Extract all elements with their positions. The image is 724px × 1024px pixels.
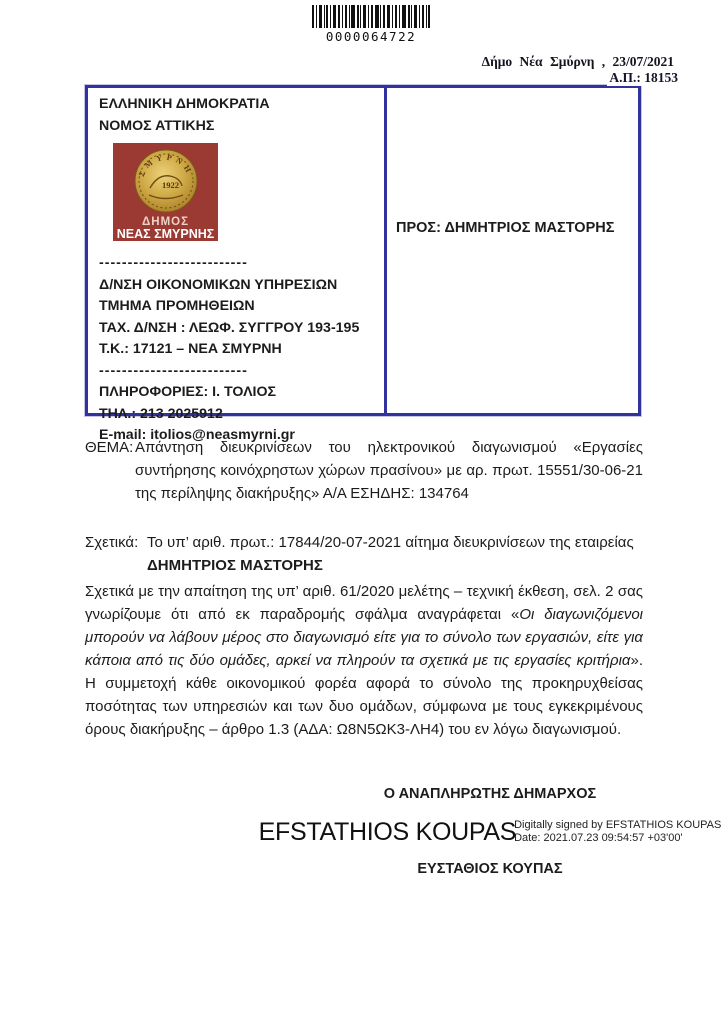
digital-signature-details bbox=[514, 819, 721, 846]
sender-box bbox=[88, 88, 387, 443]
header-boxes bbox=[85, 85, 641, 443]
barcode-icon bbox=[312, 5, 430, 28]
barcode-number: 0000064722 bbox=[325, 29, 417, 44]
subject-text: Απάντηση διευκρινίσεων του ηλεκτρονικού διαγωνισμού «Εργασίες συντήρησης κοινόχρηστων χώρων πρασίνου» με αρ. πρωτ. 15551/30-06-21 της περίληψης διακήρυξης» Α/Α ΕΣΗΔΗΣ: 134764 bbox=[135, 439, 643, 502]
divider-dashes: -------------------------- bbox=[99, 362, 248, 379]
dept-line: ΤΑΧ. Δ/ΝΣΗ : ΛΕΩΦ. ΣΥΓΓΡΟΥ 193-195 bbox=[99, 319, 360, 336]
seal-arc-text: ΣΜΥΡΝΗ bbox=[136, 152, 195, 178]
divider-dashes: -------------------------- bbox=[99, 255, 248, 271]
digital-signature-name: EFSTATHIOS KOUPAS bbox=[258, 817, 517, 846]
main-paragraph-suffix: ». Η συμμετοχή κάθε οικονομικού φορέα αφορά το σύνολο της προκηρυχθείσας ποσότητας των υπηρεσιών και των δυο ομάδων, σύμφωνα με τους εγκεκριμένους όρους διακήρυξης – άρθρο 1.3 (ΑΔΑ: Ω8Ν5ΩΚ3-ΛΗ4) του εν λόγω διαγωνισμού. bbox=[85, 652, 643, 738]
main-paragraph bbox=[85, 580, 643, 741]
barcode bbox=[310, 5, 432, 44]
svg-text:ΔΗΜΟΣ: ΔΗΜΟΣ bbox=[142, 216, 189, 228]
digital-signature-line2: Date: 2021.07.23 09:54:57 +03'00' bbox=[514, 832, 683, 844]
dept-line: Δ/ΝΣΗ ΟΙΚΟΝΟΜΙΚΩΝ ΥΠΗΡΕΣΙΩΝ bbox=[99, 276, 338, 293]
svg-text:ΝΕΑΣ ΣΜΥΡΝΗΣ: ΝΕΑΣ ΣΜΥΡΝΗΣ bbox=[116, 227, 215, 241]
reference-company: ΔΗΜΗΤΡΙΟΣ ΜΑΣΤΟΡΗΣ bbox=[147, 557, 323, 574]
svg-text:1922: 1922 bbox=[162, 180, 179, 190]
contact-line: ΠΛΗΡΟΦΟΡΙΕΣ: Ι. ΤΟΛΙΟΣ bbox=[99, 384, 277, 400]
subject-paragraph bbox=[85, 436, 643, 505]
protocol-number: Α.Π.: 18153 bbox=[609, 70, 678, 85]
signature-block bbox=[258, 786, 722, 877]
document-date: Δήμο Νέα Σμύρνη , 23/07/2021 bbox=[481, 54, 674, 69]
signer-title: Ο ΑΝΑΠΛΗΡΩΤΗΣ ΔΗΜΑΡΧΟΣ bbox=[383, 786, 597, 802]
municipality-logo bbox=[113, 143, 218, 241]
recipient-line: ΠΡΟΣ: ΔΗΜΗΤΡΙΟΣ ΜΑΣΤΟΡΗΣ bbox=[396, 220, 615, 236]
reference-text: Το υπ’ αριθ. πρωτ.: 17844/20-07-2021 αίτημα διευκρινίσεων της εταιρείας bbox=[147, 534, 634, 551]
republic-line: ΕΛΛΗΝΙΚΗ ΔΗΜΟΚΡΑΤΙΑ bbox=[99, 96, 270, 112]
dept-line: ΤΜΗΜΑ ΠΡΟΜΗΘΕΙΩΝ bbox=[99, 298, 255, 314]
digital-signature-line1: Digitally signed by EFSTATHIOS KOUPAS bbox=[514, 818, 722, 831]
recipient-box bbox=[387, 88, 638, 413]
reference-label: Σχετικά: bbox=[85, 534, 139, 551]
subject-label: ΘΕΜΑ: bbox=[85, 439, 134, 456]
main-paragraph-prefix: Σχετικά με την απαίτηση της υπ’ αριθ. 61/2020 μελέτης – τεχνική έκθεση, σελ. 2 σας γνωρίζουμε ότι από εκ παραδρομής σφάλμα αναγράφεται « bbox=[85, 583, 643, 623]
reference-paragraph bbox=[85, 531, 643, 577]
signer-name-greek: ΕΥΣΤΑΘΙΟΣ ΚΟΥΠΑΣ bbox=[417, 861, 563, 877]
main-paragraph-quote: Οι διαγωνιζόμενοι μπορούν να λάβουν μέρος στο διαγωνισμό είτε για το σύνολο των εργασιών, είτε για κάποια από τις δύο ομάδες, αρκεί να πληρούν τα σχετικά με τις εργασίες κριτήρια bbox=[85, 606, 643, 669]
dept-line: Τ.Κ.: 17121 – ΝΕΑ ΣΜΥΡΝΗ bbox=[99, 341, 282, 357]
contact-email: E-mail: itolios@neasmyrni.gr bbox=[99, 427, 295, 443]
prefecture-line: ΝΟΜΟΣ ΑΤΤΙΚΗΣ bbox=[99, 117, 215, 134]
contact-line: ΤΗΛ.: 213 2025912 bbox=[99, 405, 223, 422]
